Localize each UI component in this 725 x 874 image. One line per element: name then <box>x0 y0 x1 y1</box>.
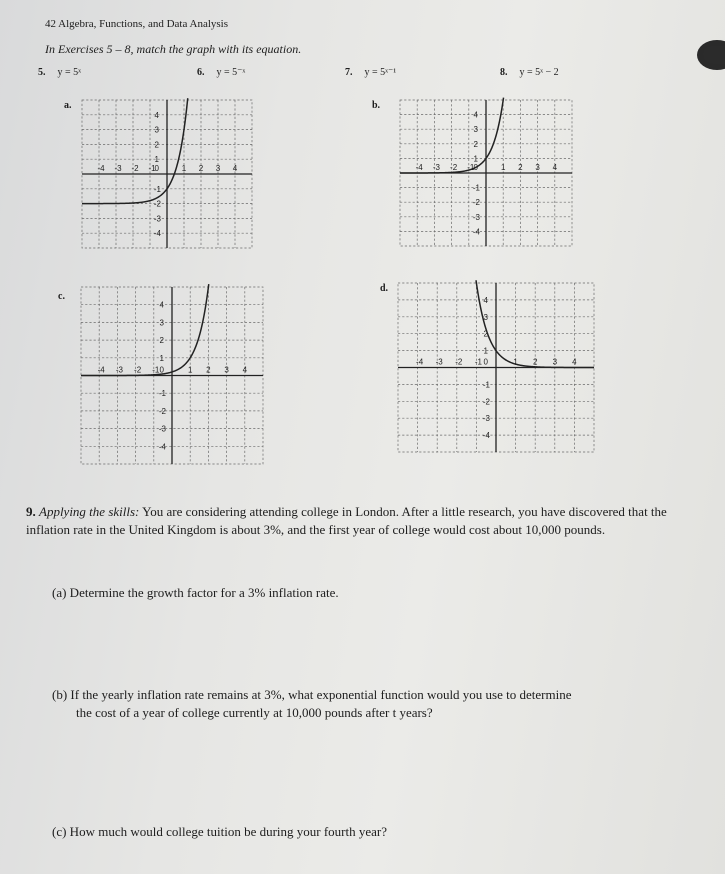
x-tick-label: 3 <box>552 357 558 367</box>
y-tick-label: -2 <box>472 198 480 208</box>
equation-7: 7. y = 5ˣ⁻¹ <box>345 67 397 78</box>
part-b-line-2: the cost of a year of college currently at 10,000 pounds after t years? <box>76 705 433 720</box>
x-tick-label: 3 <box>224 365 229 375</box>
x-tick-label: -3 <box>114 164 122 173</box>
problem-9-number: 9. <box>26 504 36 519</box>
x-tick-label: 2 <box>206 365 211 375</box>
y-tick-label: -3 <box>158 424 166 434</box>
y-tick-label: 3 <box>473 125 478 135</box>
origin-label: 0 <box>473 163 478 172</box>
x-tick-label: -4 <box>416 357 424 367</box>
x-tick-label: 4 <box>232 164 238 173</box>
x-tick-label: 1 <box>187 365 193 375</box>
x-tick-label: 4 <box>552 163 558 172</box>
y-tick-label: 2 <box>159 336 164 346</box>
problem-9 <box>26 503 706 539</box>
y-tick-label: 4 <box>159 300 164 310</box>
x-tick-label: -4 <box>97 164 105 173</box>
graph-a <box>82 100 252 248</box>
graph-d <box>398 283 594 452</box>
x-tick-label: 3 <box>535 163 540 172</box>
graph-b-label: b. <box>372 100 381 111</box>
x-tick-label: 2 <box>198 164 204 173</box>
origin-label: 0 <box>483 357 488 367</box>
x-tick-label: 1 <box>500 163 506 172</box>
y-tick-label: 1 <box>473 154 478 164</box>
origin-label: 0 <box>159 365 164 375</box>
graph-a-label: a. <box>64 100 72 111</box>
graph-c-label: c. <box>58 291 65 302</box>
problem-9-lead: Applying the skills: <box>39 504 140 519</box>
part-b <box>52 686 712 722</box>
y-tick-label: -3 <box>482 414 490 424</box>
y-tick-label: -1 <box>158 389 166 399</box>
exponential-curve <box>81 284 209 375</box>
x-tick-label: -4 <box>415 163 423 172</box>
binder-clip-shadow-edge <box>703 46 725 64</box>
graph-b <box>400 100 572 246</box>
equation-6: 6. y = 5⁻ˣ <box>197 67 246 78</box>
y-tick-label: -2 <box>158 406 166 416</box>
x-tick-label: 4 <box>572 357 577 367</box>
problem-9-text: You are considering attending college in London. After a little research, you have discovered that the inflation rate in the United Kingdom is about 3%, and the first year of college would cost about 10,000 pounds. <box>26 504 667 537</box>
equation-8: 8. y = 5ˣ − 2 <box>500 67 559 78</box>
x-tick-label: -4 <box>97 365 105 375</box>
x-tick-label: -2 <box>131 164 139 173</box>
y-tick-label: 3 <box>154 125 159 135</box>
y-tick-label: 2 <box>154 140 159 150</box>
x-tick-label: -2 <box>134 365 142 375</box>
part-c: (c) How much would college tuition be during your fourth year? <box>52 824 388 839</box>
x-tick-label: 4 <box>242 365 248 375</box>
x-tick-label: 1 <box>181 164 187 173</box>
x-tick-label: 1 <box>513 357 518 367</box>
page-header: 42 Algebra, Functions, and Data Analysis <box>45 18 229 30</box>
y-tick-label: 1 <box>154 155 159 165</box>
x-tick-label: -1 <box>152 365 160 375</box>
y-tick-label: -2 <box>482 397 490 407</box>
x-tick-label: -1 <box>474 357 482 367</box>
y-tick-label: -4 <box>472 227 480 237</box>
y-tick-label: 1 <box>483 346 488 356</box>
x-tick-label: 3 <box>215 164 221 173</box>
graph-c <box>81 287 263 464</box>
y-tick-label: 1 <box>159 353 164 363</box>
exponential-curve <box>82 98 188 203</box>
graph-d-label: d. <box>380 283 389 294</box>
origin-label: 0 <box>154 164 159 173</box>
y-tick-label: -1 <box>482 380 490 390</box>
instructions: In Exercises 5 – 8, match the graph with its equation. <box>45 42 302 56</box>
x-tick-label: -2 <box>450 163 458 172</box>
x-tick-label: -3 <box>435 357 443 367</box>
x-tick-label: -1 <box>148 164 156 173</box>
y-tick-label: 3 <box>483 312 488 322</box>
x-tick-label: -3 <box>432 163 440 172</box>
y-tick-label: 4 <box>483 295 488 305</box>
x-tick-label: -2 <box>455 357 463 367</box>
part-a: (a) Determine the growth factor for a 3% inflation rate. <box>52 585 339 600</box>
y-tick-label: 2 <box>473 139 478 149</box>
part-b-line-1: (b) If the yearly inflation rate remains at 3%, what exponential function would you use to determine <box>52 687 572 702</box>
y-tick-label: -4 <box>482 431 490 441</box>
y-tick-label: 2 <box>483 329 488 339</box>
y-tick-label: -4 <box>153 229 161 239</box>
y-tick-label: -1 <box>472 183 480 193</box>
y-tick-label: 3 <box>159 318 164 328</box>
y-tick-label: -3 <box>153 214 161 224</box>
x-tick-label: 2 <box>532 357 538 367</box>
equation-5: 5. y = 5ˣ <box>38 67 82 78</box>
y-tick-label: -4 <box>158 442 166 452</box>
x-tick-label: 2 <box>518 163 523 172</box>
y-tick-label: -3 <box>472 212 480 222</box>
y-tick-label: -2 <box>153 199 161 209</box>
x-tick-label: -3 <box>115 365 123 375</box>
y-tick-label: 4 <box>154 110 159 120</box>
y-tick-label: -1 <box>153 184 161 194</box>
x-tick-label: -1 <box>467 163 475 172</box>
y-tick-label: 4 <box>473 110 478 120</box>
